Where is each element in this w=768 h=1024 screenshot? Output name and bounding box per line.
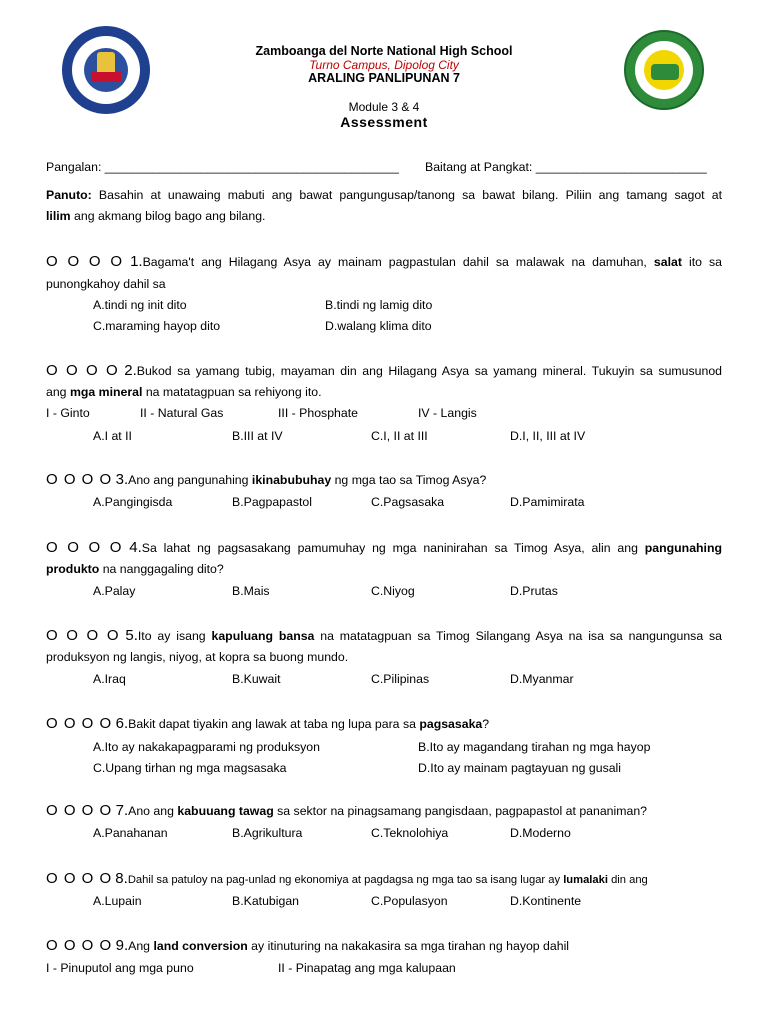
page-title: Assessment bbox=[340, 114, 428, 130]
item-9-i: I - Pinuputol ang mga puno bbox=[46, 961, 194, 975]
answer-bubbles-4[interactable]: O O O O bbox=[46, 539, 123, 556]
school-name: Zamboanga del Norte National High School bbox=[255, 44, 513, 58]
answer-bubbles-7[interactable]: O O O O bbox=[46, 802, 113, 819]
choice-2d: D.I, II, III at IV bbox=[510, 429, 586, 443]
subject-title: ARALING PANLIPUNAN 7 bbox=[308, 71, 460, 85]
choice-6d: D.Ito ay mainam pagtayuan ng gusali bbox=[418, 761, 622, 775]
question-5: O O O O 5.Ito ay isang kapuluang bansa na matatagpuan sa Timog Silangang Asya na isa sa nangungunsa sa bbox=[46, 627, 722, 644]
question-4: O O O O 4.Sa lahat ng pagsasakang pamumuhay ng mga naninirahan sa Timog Asya, alin ang pangunahing bbox=[46, 539, 722, 556]
instructions-line-2: lilim ang akmang bilog bago ang bilang. bbox=[46, 209, 266, 223]
answer-bubbles-1[interactable]: O O O O bbox=[46, 253, 124, 270]
choice-2a: A.I at II bbox=[93, 429, 132, 443]
question-1-cont: punongkahoy dahil sa bbox=[46, 277, 166, 291]
answer-bubbles-5[interactable]: O O O O bbox=[46, 627, 120, 644]
question-8: O O O O 8.Dahil sa patuloy na pag-unlad ng ekonomiya at pagdagsa ng mga tao sa isang lugar ay lumalaki din ang bbox=[46, 870, 648, 887]
question-2: O O O O 2.Bukod sa yamang tubig, mayaman din ang Hilagang Asya sa yamang mineral. Tukuyin sa sumusunod bbox=[46, 362, 722, 379]
choice-3a: A.Pangingisda bbox=[93, 495, 173, 509]
choice-5a: A.Iraq bbox=[93, 672, 126, 686]
question-6: O O O O 6.Bakit dapat tiyakin ang lawak at taba ng lupa para sa pagsasaka? bbox=[46, 715, 490, 732]
question-2-cont: ang mga mineral na matatagpuan sa rehiyong ito. bbox=[46, 385, 322, 399]
answer-bubbles-8[interactable]: O O O O bbox=[46, 870, 113, 887]
item-2-i: I - Ginto bbox=[46, 406, 90, 420]
choice-5c: C.Pilipinas bbox=[371, 672, 430, 686]
choice-7c: C.Teknolohiya bbox=[371, 826, 449, 840]
answer-bubbles-2[interactable]: O O O O bbox=[46, 362, 119, 379]
choice-8b: B.Katubigan bbox=[232, 894, 300, 908]
answer-bubbles-6[interactable]: O O O O bbox=[46, 715, 113, 732]
choice-6b: B.Ito ay magandang tirahan ng mga hayop bbox=[418, 740, 651, 754]
question-3: O O O O 3.Ano ang pangunahing ikinabubuhay ng mga tao sa Timog Asya? bbox=[46, 471, 487, 488]
item-9-ii: II - Pinapatag ang mga kalupaan bbox=[278, 961, 456, 975]
module-label: Module 3 & 4 bbox=[348, 100, 420, 114]
name-field[interactable]: Pangalan: ___________________________________________ bbox=[46, 160, 399, 174]
choice-4b: B.Mais bbox=[232, 584, 270, 598]
answer-bubbles-9[interactable]: O O O O bbox=[46, 937, 113, 954]
item-2-iv: IV - Langis bbox=[418, 406, 477, 420]
item-2-ii: II - Natural Gas bbox=[140, 406, 224, 420]
choice-6a: A.Ito ay nakakapagparami ng produksyon bbox=[93, 740, 320, 754]
choice-2c: C.I, II at III bbox=[371, 429, 428, 443]
grade-section-field[interactable]: Baitang at Pangkat: _________________________ bbox=[425, 160, 707, 174]
question-5-cont: produksyon ng langis, niyog, at kopra sa buong mundo. bbox=[46, 650, 349, 664]
choice-2b: B.III at IV bbox=[232, 429, 283, 443]
choice-4d: D.Prutas bbox=[510, 584, 558, 598]
question-4-cont: produkto na nanggagaling dito? bbox=[46, 562, 224, 576]
item-2-iii: III - Phosphate bbox=[278, 406, 358, 420]
choice-5d: D.Myanmar bbox=[510, 672, 574, 686]
question-9: O O O O 9.Ang land conversion ay itinuturing na nakakasira sa mga tirahan ng hayop dahil bbox=[46, 937, 570, 954]
choice-1b: B.tindi ng lamig dito bbox=[325, 298, 433, 312]
choice-7b: B.Agrikultura bbox=[232, 826, 303, 840]
choice-3d: D.Pamimirata bbox=[510, 495, 585, 509]
answer-bubbles-3[interactable]: O O O O bbox=[46, 471, 113, 488]
instructions-line-1: Panuto: Basahin at unawaing mabuti ang bawat pangungusap/tanong sa bawat bilang. Piliin ang tamang sagot at bbox=[46, 188, 722, 202]
choice-1d: D.walang klima dito bbox=[325, 319, 432, 333]
choice-7a: A.Panahanan bbox=[93, 826, 168, 840]
choice-7d: D.Moderno bbox=[510, 826, 571, 840]
choice-1a: A.tindi ng init dito bbox=[93, 298, 187, 312]
campus-name: Turno Campus, Dipolog City bbox=[309, 58, 459, 72]
choice-6c: C.Upang tirhan ng mga magsasaka bbox=[93, 761, 287, 775]
choice-8a: A.Lupain bbox=[93, 894, 142, 908]
choice-4c: C.Niyog bbox=[371, 584, 415, 598]
choice-8c: C.Populasyon bbox=[371, 894, 448, 908]
choice-4a: A.Palay bbox=[93, 584, 136, 598]
instructions-label: Panuto: bbox=[46, 188, 92, 202]
choice-5b: B.Kuwait bbox=[232, 672, 281, 686]
choice-1c: C.maraming hayop dito bbox=[93, 319, 221, 333]
choice-3b: B.Pagpapastol bbox=[232, 495, 312, 509]
choice-8d: D.Kontinente bbox=[510, 894, 582, 908]
choice-3c: C.Pagsasaka bbox=[371, 495, 445, 509]
question-7: O O O O 7.Ano ang kabuuang tawag sa sektor na pinagsamang pangisdaan, pagpapastol at pananiman? bbox=[46, 802, 648, 819]
question-1: O O O O 1.Bagama't ang Hilagang Asya ay mainam pagpastulan dahil sa malawak na damuhan, salat ito sa bbox=[46, 253, 722, 270]
